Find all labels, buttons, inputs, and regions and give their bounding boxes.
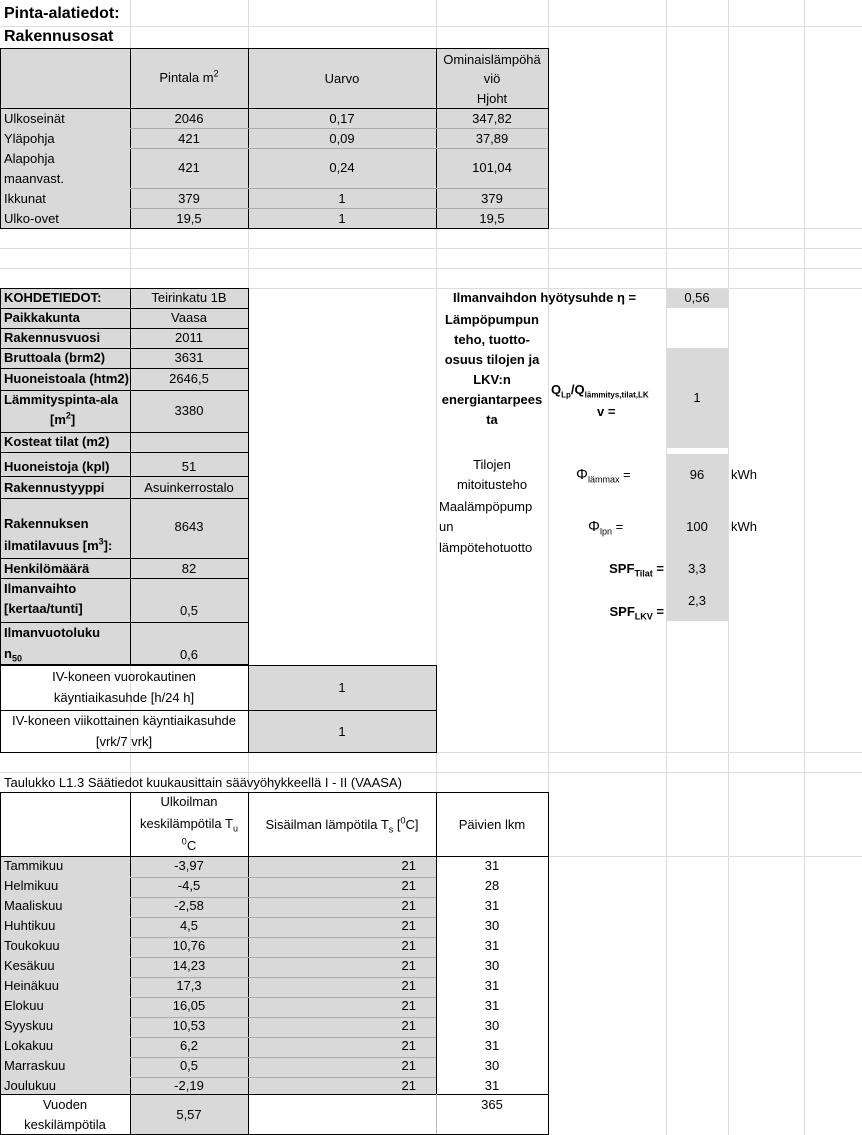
- parts-hdr-u: Uarvo: [324, 71, 360, 86]
- phi-lammax-value: 96: [689, 467, 705, 482]
- parts-hdr-area: Pintala $m^2$: [159, 68, 219, 85]
- kohde-value: 0,6: [179, 647, 199, 662]
- month-indoor-temp: 21: [401, 858, 416, 873]
- phi-lpn-unit: kWh: [731, 519, 757, 534]
- kohde-value: 51: [181, 459, 197, 474]
- lp-label-cont: LKV:n: [473, 372, 511, 387]
- part-name: Ulko-ovet: [4, 211, 59, 226]
- month-outdoor-temp: 14,23: [172, 958, 206, 973]
- month-days: 30: [484, 1018, 500, 1033]
- kohde-address: Teirinkatu 1B: [151, 290, 227, 305]
- month-indoor-temp: 21: [401, 1058, 416, 1073]
- kohde-value: 82: [181, 561, 197, 576]
- month-outdoor-temp: -2,19: [174, 1078, 204, 1093]
- kohde-label: Rakennustyyppi: [4, 480, 105, 495]
- month-outdoor-temp: -2,58: [174, 898, 204, 913]
- month-outdoor-temp: 6,2: [179, 1038, 199, 1053]
- month-indoor-temp: 21: [401, 918, 416, 933]
- month-outdoor-temp: 17,3: [176, 978, 202, 993]
- part-loss: 19,5: [479, 211, 505, 226]
- kohde-label: Ilmanvaihto: [4, 581, 77, 596]
- spf-tilat-value: 3,3: [687, 561, 707, 576]
- part-loss: 347,82: [472, 111, 512, 126]
- spf-lkv-label: $SPF_{LKV}$ =: [609, 604, 664, 622]
- hyotysuhde-label: Ilmanvaihdon hyötysuhde η =: [453, 290, 637, 305]
- month-indoor-temp: 21: [401, 1038, 416, 1053]
- parts-hdr-loss-1: Ominaislämpöhä: [443, 52, 541, 67]
- lp-label-cont: osuus tilojen ja: [444, 352, 540, 367]
- month-name: Lokakuu: [4, 1038, 54, 1053]
- part-name: Ulkoseinät: [4, 111, 65, 126]
- lp-label-cont: energiantarpees: [441, 392, 543, 407]
- month-days: 31: [484, 1038, 500, 1053]
- kohde-label-cont: $[m^2]$: [50, 410, 76, 427]
- month-indoor-temp: 21: [401, 1018, 416, 1033]
- kohde-label: Paikkakunta: [4, 310, 80, 325]
- month-outdoor-temp: 10,76: [172, 938, 206, 953]
- tilojen-label-cont: mitoitusteho: [456, 477, 528, 492]
- month-outdoor-temp: -3,97: [174, 858, 204, 873]
- month-name: Tammikuu: [4, 858, 64, 873]
- month-indoor-temp: 21: [401, 898, 416, 913]
- part-area: 421: [178, 160, 200, 175]
- part-area: 2046: [174, 111, 204, 126]
- kohde-label: Rakennuksen: [4, 516, 89, 531]
- month-name: Heinäkuu: [4, 978, 59, 993]
- month-days: 31: [484, 998, 500, 1013]
- kohde-header: KOHDETIEDOT:: [4, 290, 102, 305]
- month-indoor-temp: 21: [401, 1078, 416, 1093]
- q-ratio-label: $Q_{Lp}/Q_{lämmitys,tilat,LK}$: [551, 382, 649, 400]
- q-ratio-label-cont: v =: [597, 404, 616, 419]
- month-days: 30: [484, 918, 500, 933]
- kohde-label: Huoneistoja (kpl): [4, 459, 110, 474]
- lp-label-cont: ta: [486, 412, 498, 427]
- month-days: 31: [484, 1078, 500, 1093]
- month-name: Huhtikuu: [4, 918, 56, 933]
- year-avg-value: 5,57: [176, 1107, 202, 1122]
- part-u: 0,17: [329, 111, 355, 126]
- year-avg-label: Vuoden: [42, 1097, 88, 1112]
- kohde-value: 2011: [175, 330, 203, 345]
- weather-hdr-out-unit: $^0$C: [181, 836, 197, 853]
- iv2-value: 1: [338, 724, 346, 739]
- part-name-cont: maanvast.: [4, 171, 64, 186]
- kohde-label-cont: ilmatilavuus $[m^3]$:: [4, 536, 113, 553]
- month-name: Joulukuu: [4, 1078, 57, 1093]
- part-name: Yläpohja: [4, 131, 55, 146]
- month-outdoor-temp: -4,5: [177, 878, 201, 893]
- kohde-value: 3631: [174, 350, 204, 365]
- iv2-label-cont: [vrk/7 vrk]: [95, 734, 153, 749]
- part-loss: 101,04: [472, 160, 512, 175]
- part-u: 1: [338, 191, 346, 206]
- month-name: Marraskuu: [4, 1058, 66, 1073]
- weather-caption: Taulukko L1.3 Säätiedot kuukausittain säävyöhykkeellä I - II (VAASA): [4, 775, 402, 790]
- month-indoor-temp: 21: [401, 938, 416, 953]
- month-outdoor-temp: 16,05: [172, 998, 206, 1013]
- month-indoor-temp: 21: [401, 978, 416, 993]
- kohde-value: Vaasa: [171, 310, 207, 325]
- lp-label: Lämpöpumpun: [445, 312, 539, 327]
- month-name: Maaliskuu: [4, 898, 63, 913]
- month-name: Helmikuu: [4, 878, 59, 893]
- weather-hdr-out-cont: keskilämpötila $T_u$: [140, 816, 238, 834]
- month-name: Syyskuu: [4, 1018, 54, 1033]
- phi-lpn-label: $\Phi_{lpn}$ =: [588, 518, 624, 537]
- spf-lkv-value: 2,3: [687, 593, 707, 608]
- page-subtitle: Rakennusosat: [4, 28, 114, 45]
- month-days: 28: [484, 878, 500, 893]
- lp-label-cont: teho, tuotto-: [454, 332, 530, 347]
- kohde-value: 2646,5: [169, 371, 209, 386]
- kohde-value: 8643: [174, 519, 204, 534]
- part-loss: 37,89: [475, 131, 509, 146]
- kohde-value: 3380: [174, 403, 204, 418]
- weather-hdr-in: Sisäilman lämpötila $T_s$ [$^0$C]: [265, 815, 419, 835]
- month-outdoor-temp: 0,5: [179, 1058, 199, 1073]
- kohde-value: 0,5: [179, 603, 199, 618]
- month-name: Elokuu: [4, 998, 44, 1013]
- iv1-label-cont: käyntiaikasuhde [h/24 h]: [53, 690, 195, 705]
- month-name: Toukokuu: [4, 938, 60, 953]
- month-days: 30: [484, 1058, 500, 1073]
- year-days-value: 365: [481, 1097, 503, 1112]
- hyotysuhde-value: 0,56: [684, 290, 710, 305]
- phi-lammax-unit: kWh: [731, 467, 757, 482]
- month-outdoor-temp: 10,53: [172, 1018, 206, 1033]
- month-days: 30: [484, 958, 500, 973]
- part-u: 0,24: [329, 160, 355, 175]
- maalampo-label-cont: un: [439, 519, 454, 534]
- phi-lpn-value: 100: [686, 519, 708, 534]
- kohde-label: Lämmityspinta-ala: [4, 392, 119, 407]
- kohde-value: Asuinkerrostalo: [144, 480, 234, 495]
- q-ratio-value: 1: [693, 390, 701, 405]
- part-u: 1: [338, 211, 346, 226]
- part-loss: 379: [481, 191, 503, 206]
- kohde-label: Rakennusvuosi: [4, 330, 101, 345]
- month-days: 31: [484, 858, 500, 873]
- spf-tilat-label: $SPF_{Tilat}$ =: [609, 561, 664, 579]
- maalampo-label: Maalämpöpump: [439, 499, 533, 514]
- part-area: 421: [178, 131, 200, 146]
- kohde-label-cont: [kertaa/tunti]: [4, 601, 83, 616]
- part-u: 0,09: [329, 131, 355, 146]
- kohde-label: Ilmanvuotoluku: [4, 625, 101, 640]
- iv1-label: IV-koneen vuorokautinen: [52, 669, 196, 684]
- month-indoor-temp: 21: [401, 958, 416, 973]
- part-name: Ikkunat: [4, 191, 46, 206]
- kohde-label: Kosteat tilat (m2): [4, 434, 110, 449]
- phi-lammax-label: $\Phi_{lämmax}$ =: [576, 466, 631, 485]
- kohde-label-cont: $n_{50}$: [4, 646, 22, 664]
- maalampo-label-cont: lämpötehotuotto: [439, 540, 533, 555]
- parts-hdr-loss-2: viö: [483, 71, 501, 86]
- iv1-value: 1: [338, 680, 346, 695]
- part-name: Alapohja: [4, 151, 55, 166]
- kohde-label: Bruttoala (brm2): [4, 350, 106, 365]
- kohde-label: Henkilömäärä: [4, 561, 90, 576]
- weather-hdr-days: Päivien lkm: [458, 817, 526, 832]
- kohde-label: Huoneistoala (htm2): [4, 371, 129, 386]
- month-indoor-temp: 21: [401, 878, 416, 893]
- part-area: 19,5: [176, 211, 202, 226]
- year-avg-label-cont: keskilämpötila: [24, 1117, 106, 1132]
- parts-hdr-loss-3: Hjoht: [476, 91, 508, 106]
- month-name: Kesäkuu: [4, 958, 55, 973]
- month-days: 31: [484, 938, 500, 953]
- part-area: 379: [178, 191, 200, 206]
- tilojen-label: Tilojen: [473, 457, 511, 472]
- month-days: 31: [484, 978, 500, 993]
- month-days: 31: [484, 898, 500, 913]
- month-outdoor-temp: 4,5: [179, 918, 199, 933]
- weather-hdr-out: Ulkoilman: [160, 794, 218, 809]
- month-indoor-temp: 21: [401, 998, 416, 1013]
- page-title: Pinta-alatiedot:: [4, 5, 120, 22]
- iv2-label: IV-koneen viikottainen käyntiaikasuhde: [11, 713, 237, 728]
